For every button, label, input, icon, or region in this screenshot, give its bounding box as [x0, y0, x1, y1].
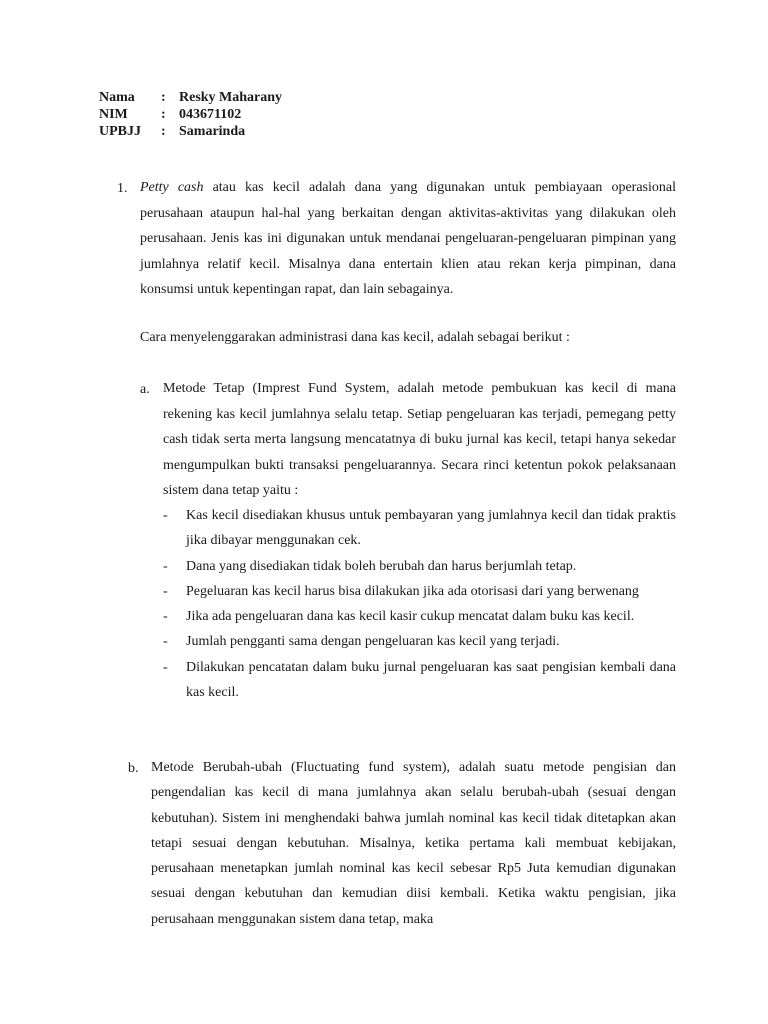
- info-colon: :: [161, 107, 166, 122]
- bullet-list: [163, 503, 676, 705]
- info-colon: :: [161, 124, 166, 139]
- bullet-text: Pegeluaran kas kecil harus bisa dilakukan jika ada otorisasi dari yang berwenang: [186, 583, 639, 599]
- list-number: 1.: [117, 181, 128, 196]
- paragraph-metode-berubah: Metode Berubah-ubah (Fluctuating fund system), adalah suatu metode pengisian dan pengendalian kas kecil di mana jumlahnya akan selalu berubah-ubah (sesuai dengan kebutuhan). Sistem ini menghendaki bahwa jumlah nominal kas kecil tidak ditetapkan akan tetapi sesuai dengan kebutuhan. Misalnya, ketika pertama kali membuat kebijakan, perusahaan menetapkan jumlah nominal kas kecil sebesar Rp5 Juta kemudian digunakan sesuai dengan kebutuhan dan kemudian diisi kembali. Ketika waktu pengisian, jika perusahaan menggunakan sistem dana tetap, maka: [151, 760, 676, 927]
- bullet-dash: -: [163, 659, 168, 675]
- list-item: [163, 554, 676, 579]
- info-value: Samarinda: [179, 124, 246, 139]
- list-item: [163, 579, 676, 604]
- info-row-nama: [99, 89, 282, 106]
- petty-cash-text: atau kas kecil adalah dana yang digunakan untuk pembiayaan operasional perusahaan ataupun hal-hal yang berkaitan dengan aktivitas-aktivitas yang dilakukan oleh perusahaan. Jenis kas ini digunakan untuk mendanai pengeluaran-pengeluaran pimpinan yang jumlahnya relatif kecil. Misalnya dana entertain klien atau rekan kerja pimpinan, dana konsumsi untuk kepentingan rapat, dan lain sebagainya.: [140, 180, 676, 297]
- bullet-text: Jumlah pengganti sama dengan pengeluaran kas kecil yang terjadi.: [186, 634, 560, 650]
- bullet-text: Jika ada pengeluaran dana kas kecil kasir cukup mencatat dalam buku kas kecil.: [186, 609, 635, 625]
- paragraph-petty-cash: [140, 175, 676, 303]
- bullet-dash: -: [163, 634, 168, 650]
- info-row-nim: [99, 106, 282, 123]
- info-label: UPBJJ: [99, 124, 141, 139]
- bullet-text: Kas kecil disediakan khusus untuk pembayaran yang jumlahnya kecil dan tidak praktis jika dibayar menggunakan cek.: [186, 508, 676, 549]
- list-letter-a: a.: [140, 382, 150, 397]
- info-value: Resky Maharany: [179, 90, 283, 105]
- info-row-upbjj: [99, 123, 282, 140]
- petty-cash-term: Petty cash: [140, 180, 204, 195]
- info-label: Nama: [99, 90, 135, 105]
- student-info: [99, 89, 282, 140]
- list-item: [163, 503, 676, 554]
- info-value: 043671102: [179, 107, 242, 122]
- bullet-text: Dilakukan pencatatan dalam buku jurnal pengeluaran kas saat pengisian kembali dana kas kecil.: [186, 659, 676, 701]
- list-item: [163, 655, 676, 706]
- info-colon: :: [161, 90, 166, 105]
- bullet-dash: -: [163, 583, 168, 599]
- bullet-text: Dana yang disediakan tidak boleh berubah dan harus berjumlah tetap.: [186, 558, 577, 574]
- info-label: NIM: [99, 107, 128, 122]
- bullet-dash: -: [163, 508, 168, 523]
- list-letter-b: b.: [128, 761, 139, 776]
- list-item: [163, 604, 676, 629]
- paragraph-intro: Cara menyelenggarakan administrasi dana kas kecil, adalah sebagai berikut :: [140, 330, 570, 345]
- list-item: [163, 629, 676, 654]
- bullet-dash: -: [163, 558, 168, 574]
- paragraph-metode-tetap: Metode Tetap (Imprest Fund System, adalah metode pembukuan kas kecil di mana rekening kas kecil jumlahnya selalu tetap. Setiap pengeluaran kas terjadi, pemegang petty cash tidak serta merta langsung mencatatnya di buku jurnal kas kecil, tetapi hanya sekedar mengumpulkan bukti transaksi pengeluarannya. Secara rinci ketentun pokok pelaksanaan sistem dana tetap yaitu :: [163, 381, 676, 498]
- bullet-dash: -: [163, 609, 168, 625]
